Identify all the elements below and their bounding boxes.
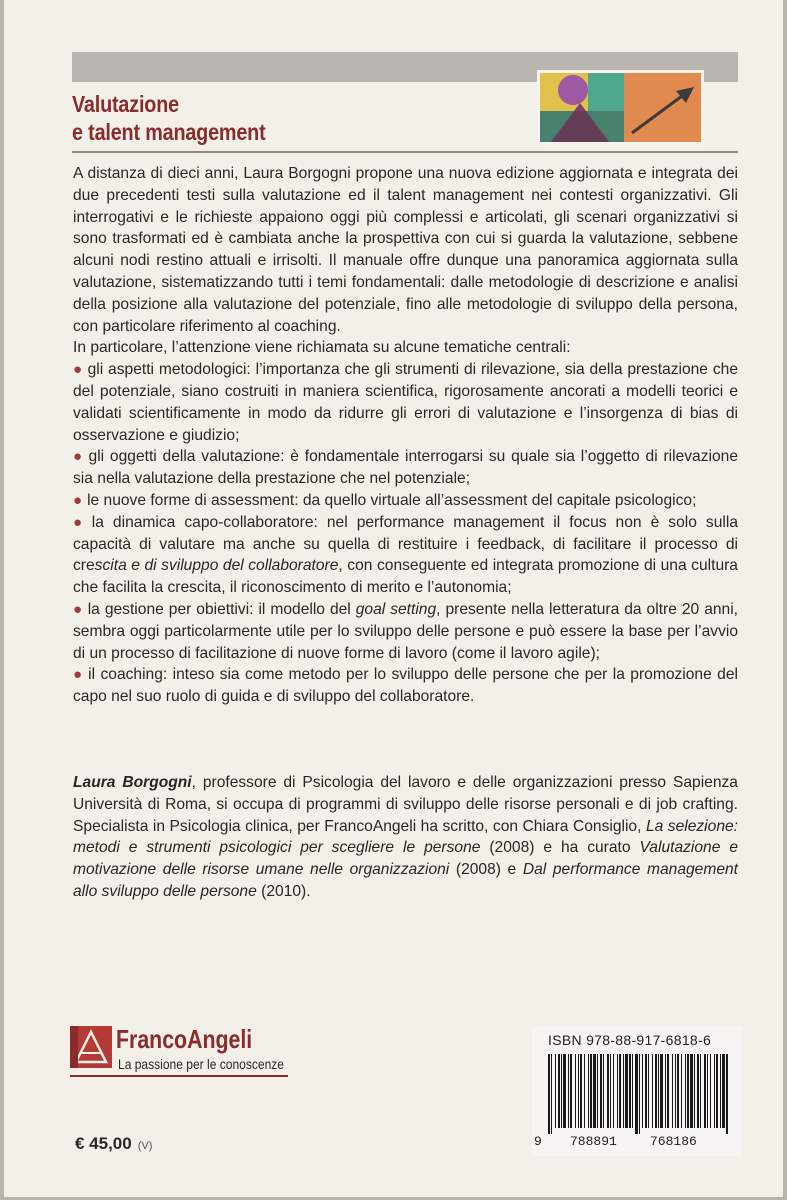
- bullet-icon: ●: [73, 600, 83, 618]
- bullet-icon: ●: [73, 361, 83, 379]
- intro-paragraph: A distanza di dieci anni, Laura Borgogni propone una nuova edizione aggiornata e integrata dei due precedenti testi sulla valutazione ed il talent management nei contesti organizzativi. Gli interrogativi e le richieste appaiono oggi più complessi e articolati, gli scenari organizzativi si sono trasformati ed è cambiata anche la prospettiva con cui si guarda la valutazione, sebbene alcuni nodi restino attuali e irrisolti. Il manuale offre dunque una panoramica aggiornata sulla valutazione, sistematizzando tutti i temi fondamentali: dalle metodologie di descrizione e analisi della posizione alla valutazione del potenziale, fino alle metodologie di sviluppo della persona, con particolare riferimento al coaching.: [73, 165, 738, 335]
- publisher-tagline: La passione per le conoscenze: [118, 1056, 285, 1072]
- description: [73, 163, 738, 708]
- bullet-icon: ●: [73, 448, 84, 466]
- book-ref: Dal performance management allo sviluppo delle persone: [73, 861, 739, 900]
- price: [75, 1134, 152, 1154]
- publisher-divider: [70, 1075, 288, 1077]
- author-name: Laura Borgogni: [73, 774, 192, 791]
- isbn-barcode-block: [532, 1026, 742, 1156]
- list-item: ● il coaching: inteso sia come metodo per lo sviluppo delle persone che per la promozione del capo nel suo ruolo di guida e di sviluppo del collaboratore.: [73, 666, 738, 706]
- price-amount: € 45,00: [75, 1134, 132, 1153]
- price-code: (V): [137, 1140, 153, 1152]
- publisher-logo: [70, 1024, 288, 1104]
- list-item: ● gli oggetti della valutazione: è fondamentale interrogarsi su quale sia l’oggetto di rilevazione sia nella valutazione della prestazione che nel potenziale;: [73, 448, 738, 488]
- arrow-panel: [624, 73, 701, 142]
- isbn-digit-prefix: 9: [534, 1134, 542, 1149]
- list-item: ● le nuove forme di assessment: da quello virtuale all’assessment del capitale psicologico;: [73, 491, 697, 509]
- title-line-2: e talent management: [72, 119, 266, 145]
- isbn-label: ISBN 978-88-917-6818-6: [548, 1032, 712, 1048]
- cover-illustration: [537, 70, 704, 145]
- isbn-digits-left: 788891: [570, 1134, 617, 1149]
- lead-paragraph: In particolare, l’attenzione viene richiamata su alcune tematiche centrali:: [73, 339, 571, 357]
- book-title: [72, 90, 266, 146]
- bullet-icon: ●: [73, 491, 83, 509]
- bullet-icon: ●: [73, 513, 87, 531]
- publisher-name: FrancoAngeli: [116, 1024, 253, 1054]
- bullet-icon: ●: [73, 666, 84, 684]
- isbn-digits-right: 768186: [650, 1134, 697, 1149]
- title-line-1: Valutazione: [72, 91, 179, 117]
- barcode-icon: [546, 1054, 730, 1134]
- illustration-shapes: [540, 73, 624, 142]
- title-divider: [72, 151, 738, 153]
- topics-list: [73, 359, 738, 708]
- list-item: ● la dinamica capo-collaboratore: nel performance management il focus non è solo sulla capacità di valutare ma anche su quella di restituire i feedback, di facilitare il processo di crescita e di sviluppo del collaboratore, con conseguente ed integrata promozione di una cultura che facilita la crescita, il riconoscimento di merito e l’autonomia;: [73, 513, 738, 597]
- arrow-up-right-icon: [624, 73, 702, 142]
- author-bio: Laura Borgogni, professore di Psicologia del lavoro e delle organizzazioni presso Sapienza Università di Roma, si occupa di programmi di sviluppo delle risorse personali e di job crafting. Specialista in Psicologia clinica, per FrancoAngeli ha scritto, con Chiara Consiglio, La selezione: metodi e strumenti psicologici per scegliere le persone (2008) e ha curato Valutazione e motivazione delle risorse umane nelle organizzazioni (2008) e Dal performance management allo sviluppo delle persone (2010).: [73, 774, 739, 900]
- list-item: ● la gestione per obiettivi: il modello del goal setting, presente nella letteratura da oltre 20 anni, sembra oggi particolarmente utile per lo sviluppo delle persone e può essere la base per l’avvio di un processo di facilitazione di nuove forme di lavoro (come il lavoro agile);: [73, 600, 739, 662]
- book-ref: Valutazione e motivazione delle risorse umane nelle organizzazioni: [73, 839, 738, 879]
- book-ref: La selezione: metodi e strumenti psicologici per scegliere le persone: [73, 817, 738, 857]
- francoangeli-logo-icon: [70, 1026, 112, 1068]
- list-item: ● gli aspetti metodologici: l’importanza che gli strumenti di rilevazione, sia della prestazione che del potenziale, siano costruiti in maniera scientifica, rigorosamente ancorati a modelli teorici e validati scientificamente in modo da ridurre gli errori di valutazione e l’insorgenza di bias di osservazione e giudizio;: [73, 361, 738, 444]
